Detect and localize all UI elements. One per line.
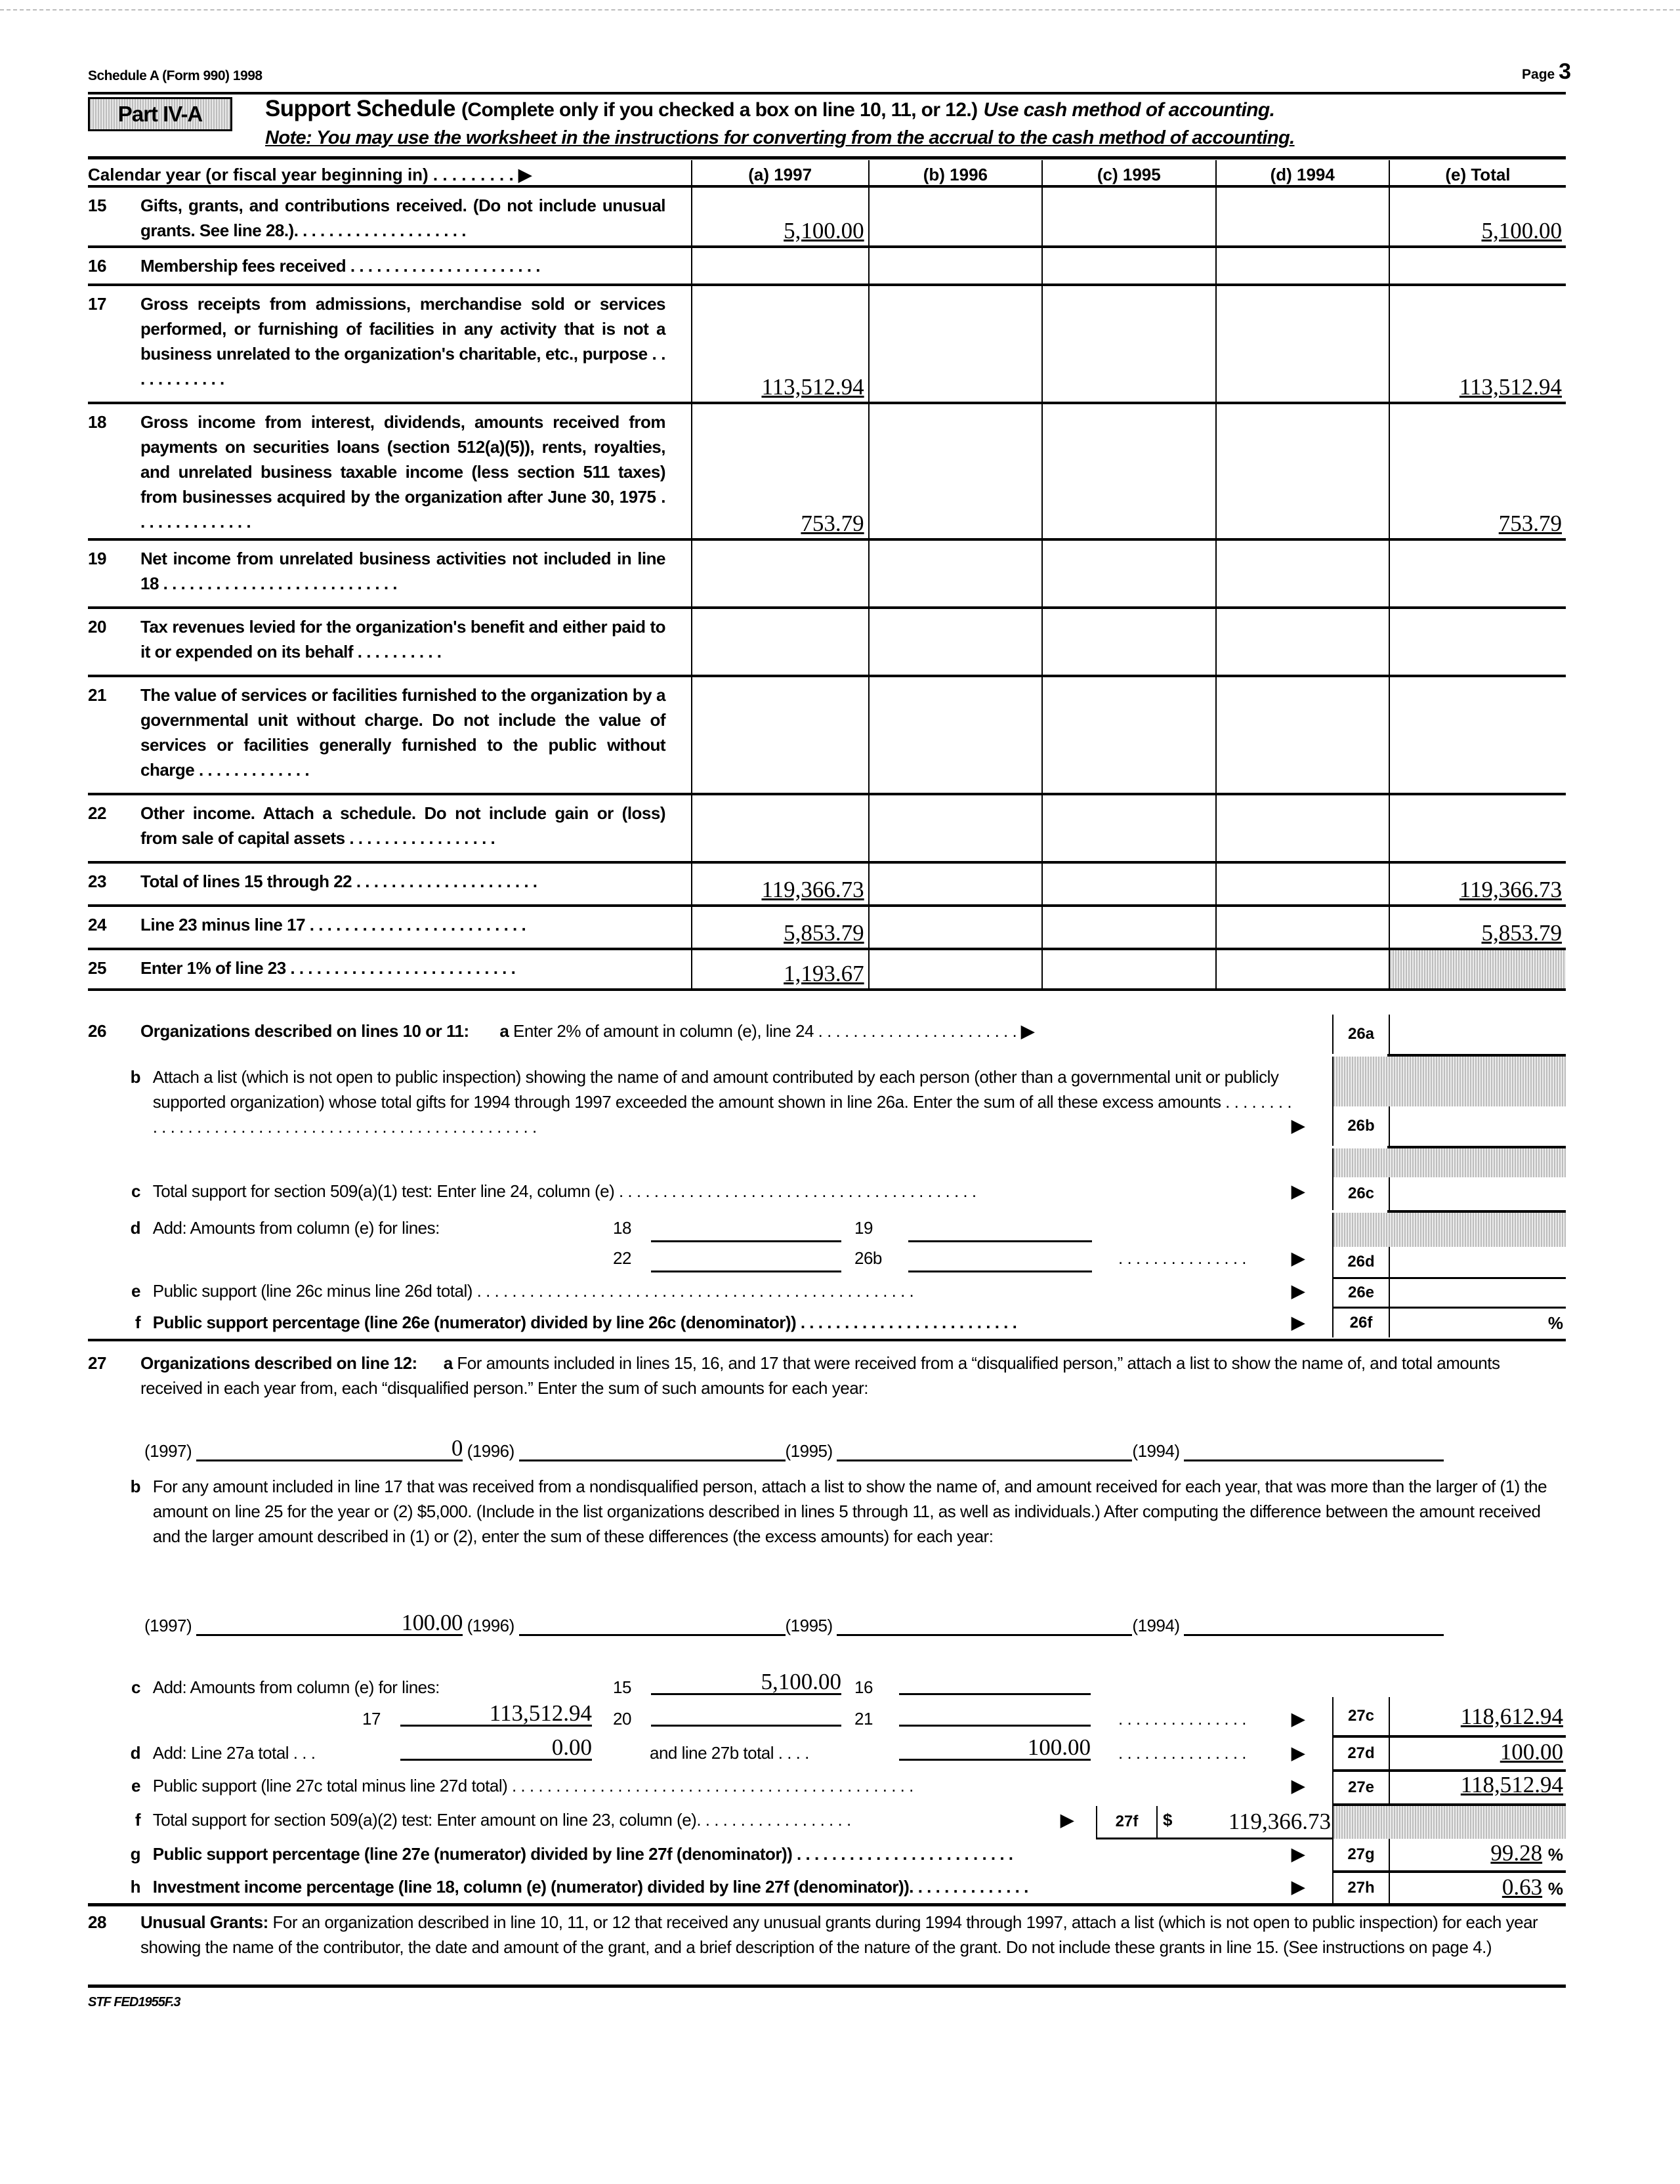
part-title: [265, 96, 1274, 122]
letter: f: [135, 1810, 140, 1830]
page-label: Page: [1522, 67, 1555, 82]
line-text: The value of services or facilities furnished to the organization by a governmental unit without charge. Do not include the value of services or facilities generally furnished to the public without charge . . . . . . . . . . . . .: [140, 685, 665, 780]
letter: a: [443, 1353, 453, 1373]
line-28-heading: Unusual Grants:: [140, 1912, 268, 1932]
row-desc: [88, 247, 692, 285]
cell-a[interactable]: 119,366.73: [692, 862, 869, 906]
line-ref-15: 15: [613, 1677, 631, 1697]
line-26e-text: Public support (line 26c minus line 26d total) . . . . . . . . . . . . . . . . . . . . . . . . . . . . . . . . . . . . . . . . . . . . . . . . . .: [152, 1281, 914, 1301]
table-row: [88, 403, 1566, 539]
percent-sign: %: [1547, 1879, 1563, 1899]
input-27b-1994[interactable]: [1184, 1612, 1444, 1636]
cell-a[interactable]: [692, 676, 869, 794]
line-number: 17: [88, 294, 106, 314]
rule: [88, 1339, 1566, 1341]
value-27f[interactable]: 119,366.73: [1228, 1809, 1331, 1834]
cell-a[interactable]: [692, 608, 869, 676]
input-27b-total[interactable]: 100.00: [899, 1736, 1091, 1761]
year-label: (1997): [144, 1441, 192, 1461]
line-ref: 19: [854, 1218, 873, 1238]
line-text: Membership fees received . . . . . . . . . . . . . . . . . . . . . .: [140, 256, 540, 276]
input-27c-16[interactable]: [899, 1671, 1091, 1695]
cell-a[interactable]: 5,853.79: [692, 906, 869, 949]
input-27c-17[interactable]: 113,512.94: [400, 1702, 592, 1727]
arrow-right-icon: ▶: [1292, 1743, 1305, 1763]
box-label-27d: 27d: [1332, 1738, 1390, 1769]
input-27a-1997[interactable]: 0: [196, 1437, 463, 1461]
line-text: Gross income from interest, dividends, amounts received from payments on securities loans (section 512(a)(5)), rents, royalties, and unrelated business taxable income (less section 511 taxes) from businesses acquired by the organization after June 30, 1975 . . . . . . . . . . . . . .: [140, 412, 665, 532]
col-header-e: (e) Total: [1389, 160, 1566, 186]
arrow-right-icon: ▶: [1292, 1776, 1305, 1796]
value-26c[interactable]: [1387, 1177, 1563, 1210]
shade-26b: [1332, 1057, 1390, 1106]
cell-e[interactable]: 5,100.00: [1389, 186, 1566, 247]
line-27d-text: Add: Line 27a total . . .: [152, 1743, 316, 1763]
line-26e: [88, 1281, 914, 1301]
line-number: 20: [88, 617, 106, 637]
line-28-text: For an organization described in line 10, 11, or 12 that received any unusual grants during 1994 through 1997, attach a list (which is not open to public inspection) for each year showing the name of the contributor, the date and amount of the grant, and a brief description of the nature of the grant. Do not include these grants in line 15. (See instructions on page 4.): [140, 1912, 1538, 1957]
line-text: Gifts, grants, and contributions received. (Do not include unusual grants. See line 28.). . . . . . . . . . . . . . . . . . . .: [140, 196, 665, 240]
letter: g: [130, 1844, 140, 1864]
arrow-right-icon: ▶: [1292, 1248, 1305, 1268]
line-number: 18: [88, 412, 106, 432]
line-26a-text: Enter 2% of amount in column (e), line 24 . . . . . . . . . . . . . . . . . . . . . . .: [513, 1021, 1017, 1041]
row-desc: [88, 186, 692, 247]
cell-b[interactable]: [869, 949, 1042, 990]
input-27b-1997[interactable]: 100.00: [196, 1612, 463, 1636]
cell-b[interactable]: [869, 676, 1042, 794]
value-27d[interactable]: [1387, 1739, 1563, 1768]
value-27d-text: 100.00: [1500, 1739, 1563, 1765]
shade-27f-value: [1389, 1806, 1566, 1839]
row-desc: [88, 608, 692, 676]
line-27e-text: Public support (line 27c total minus line 27d total) . . . . . . . . . . . . . . . . . . . . . . . . . . . . . . . . . . . . . . . . . . . . . .: [152, 1776, 914, 1796]
letter: h: [130, 1877, 140, 1897]
cell-e[interactable]: [1389, 676, 1566, 794]
line-ref-20: 20: [613, 1709, 631, 1729]
year-label: (1996): [467, 1441, 514, 1461]
line-ref-17: 17: [362, 1709, 381, 1729]
cell-a[interactable]: 5,100.00: [692, 186, 869, 247]
cell-e[interactable]: 119,366.73: [1389, 862, 1566, 906]
currency-sign: $: [1163, 1810, 1173, 1830]
line-ref: 26b: [854, 1248, 882, 1268]
value-27c-text: 118,612.94: [1460, 1704, 1563, 1729]
rule: [88, 92, 1566, 94]
cell-b[interactable]: [869, 862, 1042, 906]
table-row: [88, 285, 1566, 403]
box-label-26f: 26f: [1332, 1309, 1390, 1337]
line-number: 25: [88, 958, 106, 978]
box-label-26b: 26b: [1332, 1106, 1390, 1146]
cell-d[interactable]: [1216, 608, 1389, 676]
input-27a-1996[interactable]: [519, 1437, 786, 1461]
line-number: 22: [88, 803, 106, 823]
cell-b[interactable]: [869, 403, 1042, 539]
cell-d[interactable]: [1216, 906, 1389, 949]
arrow-right-icon: ▶: [1020, 1021, 1034, 1041]
line-number: 27: [88, 1353, 106, 1373]
shade-26c: [1332, 1148, 1390, 1177]
box-27f: [1096, 1806, 1334, 1839]
line-26d-item-19: [854, 1218, 873, 1238]
cell-b[interactable]: [869, 247, 1042, 285]
line-number: 23: [88, 872, 106, 891]
line-ref: 22: [613, 1248, 631, 1268]
line-27b-text: For any amount included in line 17 that was received from a nondisqualified person, attach a list to show the name of, and amount received for each year, that was more than the larger of (1) the amount on line 25 for the year or (2) $5,000. (Include in the list organizations described in lines 5 through 11, as well as individuals.) After computing the difference between the amount received and the larger amount described in (1) or (2), enter the sum of these differences (the excess amounts) for each year:: [152, 1477, 1547, 1546]
line-27h-text: Investment income percentage (line 18, column (e) (numerator) divided by line 27f (denominator)). . . . . . . . . . . . . .: [152, 1877, 1028, 1897]
table-row: [88, 539, 1566, 608]
line-27d: [88, 1743, 315, 1763]
box-label-27f: 27f: [1097, 1806, 1158, 1838]
box-label-26e: 26e: [1332, 1279, 1390, 1307]
shade-26b-value: [1389, 1057, 1566, 1106]
dots: . . . . . . . . . . . . . . .: [1118, 1709, 1246, 1729]
row-desc: [88, 676, 692, 794]
rule: [88, 1984, 1566, 1988]
arrow-right-icon: ▶: [1292, 1281, 1305, 1301]
dots: . . . . . . . . . . . . . . .: [1118, 1743, 1246, 1763]
line-27b-years: [144, 1612, 1444, 1636]
year-label: (1995): [785, 1441, 833, 1461]
line-ref-21: 21: [854, 1709, 873, 1729]
line-27f: [88, 1810, 851, 1830]
line-26a: [88, 1021, 1034, 1041]
letter: c: [131, 1677, 140, 1697]
cell-b[interactable]: [869, 608, 1042, 676]
page-number-value: 3: [1559, 59, 1571, 84]
cell-d[interactable]: [1216, 862, 1389, 906]
row-desc: [88, 285, 692, 403]
arrow-right-icon: ▶: [1292, 1116, 1305, 1135]
shade-26d-value: [1389, 1213, 1566, 1247]
table-row: [88, 906, 1566, 949]
line-text: Line 23 minus line 17 . . . . . . . . . . . . . . . . . . . . . . . . .: [140, 915, 526, 934]
table-row: [88, 676, 1566, 794]
cell-e[interactable]: 113,512.94: [1389, 285, 1566, 403]
value-27e-text: 118,512.94: [1460, 1772, 1563, 1797]
line-26-heading: Organizations described on lines 10 or 11:: [140, 1021, 469, 1041]
cell-d[interactable]: [1216, 247, 1389, 285]
shade-27f: [1332, 1806, 1390, 1839]
cell-d[interactable]: [1216, 949, 1389, 990]
line-text: Other income. Attach a schedule. Do not include gain or (loss) from sale of capital assets . . . . . . . . . . . . . . . . .: [140, 803, 665, 848]
line-26d-item-22: [613, 1248, 631, 1269]
cell-c[interactable]: [1042, 186, 1215, 247]
line-26d: [88, 1218, 440, 1238]
cell-c[interactable]: [1042, 676, 1215, 794]
cell-c[interactable]: [1042, 608, 1215, 676]
cell-d[interactable]: [1216, 539, 1389, 608]
calendar-year-label: Calendar year (or fiscal year beginning in) . . . . . . . . . ▶: [88, 165, 532, 184]
line-26f-text: Public support percentage (line 26e (numerator) divided by line 26c (denominator)) . . . . . . . . . . . . . . . . . . . . . . . . .: [152, 1312, 1017, 1332]
letter: d: [130, 1218, 140, 1238]
line-text: Gross receipts from admissions, merchandise sold or services performed, or furnishing of facilities in any activity that is not a business unrelated to the organization's charitable, etc., purpose . . . . . . . . . . . .: [140, 294, 665, 388]
line-26d-item-26b: [854, 1248, 882, 1269]
table-row: [88, 862, 1566, 906]
line-ref: 18: [613, 1218, 631, 1238]
line-27a-text: For amounts included in lines 15, 16, and 17 that were received from a “disqualified person,” attach a list to show the name of, and total amounts received in each year from, each “disqualified person.” Enter the sum of such amounts for each year:: [140, 1353, 1500, 1398]
cell-d[interactable]: [1216, 403, 1389, 539]
cell-c[interactable]: [1042, 794, 1215, 862]
value-27e[interactable]: [1387, 1772, 1563, 1801]
letter: d: [130, 1743, 140, 1763]
value-27g-text: 99.28: [1490, 1840, 1543, 1866]
line-text: Total of lines 15 through 22 . . . . . . . . . . . . . . . . . . . . .: [140, 872, 537, 891]
input-27b-1995[interactable]: [837, 1612, 1132, 1636]
letter: b: [130, 1067, 140, 1087]
line-27b: [88, 1474, 1566, 1549]
line-number: 21: [88, 685, 106, 705]
table-row: [88, 186, 1566, 247]
cell-e[interactable]: 5,853.79: [1389, 906, 1566, 949]
arrow-right-icon: ▶: [1292, 1181, 1305, 1201]
value-26d[interactable]: [1387, 1247, 1563, 1277]
line-27f-text: Total support for section 509(a)(2) test: Enter amount on line 23, column (e). . . . . . . . . . . . . . . . . .: [152, 1810, 851, 1830]
cell-a[interactable]: 753.79: [692, 403, 869, 539]
shade-26d: [1332, 1213, 1390, 1247]
table-row: [88, 247, 1566, 285]
line-number: 19: [88, 549, 106, 568]
year-label: (1994): [1132, 1616, 1180, 1635]
cell-c[interactable]: [1042, 285, 1215, 403]
cell-d[interactable]: [1216, 285, 1389, 403]
letter: f: [135, 1312, 140, 1332]
line-27-heading: Organizations described on line 12:: [140, 1353, 417, 1373]
cell-e[interactable]: [1389, 539, 1566, 608]
cell-c[interactable]: [1042, 862, 1215, 906]
cell-a[interactable]: [692, 539, 869, 608]
cell-b[interactable]: [869, 906, 1042, 949]
year-label: (1995): [785, 1616, 833, 1635]
line-27a: [88, 1351, 1566, 1400]
letter: e: [131, 1776, 140, 1796]
box-label-27h: 27h: [1332, 1873, 1390, 1903]
input-27c-15[interactable]: 5,100.00: [651, 1671, 841, 1695]
input-27c-20[interactable]: [651, 1702, 841, 1727]
col-header-b: (b) 1996: [869, 160, 1042, 186]
box-label-27e: 27e: [1332, 1772, 1390, 1803]
value-27g[interactable]: [1387, 1840, 1563, 1869]
box-label-26d: 26d: [1332, 1247, 1390, 1277]
input-26d-26b[interactable]: [908, 1248, 1092, 1272]
table-row: [88, 949, 1566, 990]
row-desc: [88, 539, 692, 608]
cell-c[interactable]: [1042, 906, 1215, 949]
cell-c[interactable]: [1042, 539, 1215, 608]
cell-c[interactable]: [1042, 949, 1215, 990]
part-note: [265, 127, 1295, 149]
rule: [88, 156, 1566, 159]
arrow-right-icon: ▶: [1292, 1709, 1305, 1729]
arrow-right-icon: ▶: [1292, 1877, 1305, 1897]
line-text: Net income from unrelated business activities not included in line 18 . . . . . . . . . . . . . . . . . . . . . . . . . . .: [140, 549, 665, 593]
line-27g: [88, 1844, 1013, 1864]
part-emphasis: Use cash method of accounting.: [983, 99, 1275, 121]
line-number: 26: [88, 1021, 106, 1041]
col-header-a: (a) 1997: [692, 160, 869, 186]
input-27c-21[interactable]: [899, 1702, 1091, 1727]
box-label-26a: 26a: [1332, 1015, 1390, 1054]
support-schedule-table: [88, 160, 1566, 991]
line-text: Tax revenues levied for the organization's benefit and either paid to it or expended on its behalf . . . . . . . . . .: [140, 617, 665, 662]
line-number: 28: [88, 1912, 106, 1932]
input-27a-1995[interactable]: [837, 1437, 1132, 1461]
row-desc: [88, 949, 692, 990]
value-27h[interactable]: [1387, 1874, 1563, 1903]
cell-e[interactable]: [1389, 247, 1566, 285]
line-number: 16: [88, 256, 106, 276]
letter: a: [499, 1021, 509, 1041]
line-text: Enter 1% of line 23 . . . . . . . . . . . . . . . . . . . . . . . . . .: [140, 958, 516, 978]
line-27c: [88, 1677, 440, 1698]
box-label-26c: 26c: [1332, 1177, 1390, 1210]
cell-c[interactable]: [1042, 403, 1215, 539]
cell-e[interactable]: [1389, 608, 1566, 676]
shade-26c-value: [1389, 1148, 1566, 1177]
part-label: Part IV-A: [88, 97, 232, 131]
value-27c[interactable]: [1387, 1704, 1563, 1734]
input-27b-1996[interactable]: [519, 1612, 786, 1636]
input-27a-total[interactable]: 0.00: [400, 1736, 592, 1761]
percent-sign: %: [1547, 1845, 1563, 1864]
line-26b-text: Attach a list (which is not open to public inspection) showing the name of and amount contributed by each person (other than a governmental unit or publicly supported organization) whose total gifts for 1994 through 1997 exceeded the amount shown in line 26a. Enter the sum of all these excess amounts . . . . . . . . . . . . . . . . . . . . . . . . . . . . . . . . . . . . . . . . . . . . . . . . . . . .: [152, 1067, 1292, 1137]
cell-b[interactable]: [869, 186, 1042, 247]
row-desc: [88, 794, 692, 862]
rule: [88, 1903, 1566, 1906]
letter: c: [131, 1181, 140, 1201]
cell-a[interactable]: [692, 247, 869, 285]
line-26f: [88, 1312, 1017, 1333]
form-title: Schedule A (Form 990) 1998: [88, 68, 262, 83]
line-number: 24: [88, 915, 106, 934]
arrow-right-icon: ▶: [1060, 1810, 1074, 1830]
value-26e[interactable]: [1387, 1279, 1563, 1307]
cell-e-shaded: [1389, 949, 1566, 990]
line-27c-text: Add: Amounts from column (e) for lines:: [152, 1677, 440, 1697]
line-26c-text: Total support for section 509(a)(1) test: Enter line 24, column (e) . . . . . . . . . . . . . . . . . . . . . . . . . . . . . . . . . . . . . . . . .: [152, 1181, 976, 1201]
col-header-d: (d) 1994: [1216, 160, 1389, 186]
row-desc: [88, 862, 692, 906]
part-subtitle: (Complete only if you checked a box on line 10, 11, or 12.): [461, 99, 978, 121]
arrow-right-icon: ▶: [1292, 1312, 1305, 1332]
scan-top-edge: [0, 9, 1680, 10]
percent-sign: %: [1547, 1313, 1563, 1333]
cell-b[interactable]: [869, 539, 1042, 608]
line-27a-years: [144, 1437, 1444, 1461]
input-27a-1994[interactable]: [1184, 1437, 1444, 1461]
cell-d[interactable]: [1216, 794, 1389, 862]
part-title-text: Support Schedule: [265, 96, 455, 121]
table-row: [88, 794, 1566, 862]
box-label-27c: 27c: [1332, 1697, 1390, 1735]
arrow-right-icon: ▶: [1292, 1844, 1305, 1864]
letter: e: [131, 1281, 140, 1301]
col-header-c: (c) 1995: [1042, 160, 1215, 186]
row-desc: [88, 403, 692, 539]
value-26a[interactable]: [1387, 1015, 1563, 1054]
line-28: [88, 1910, 1566, 1960]
part-note-text: Note: You may use the worksheet in the instructions for converting from the accrual to the cash method of accounting.: [265, 127, 1295, 148]
cell-b[interactable]: [869, 794, 1042, 862]
value-26f[interactable]: [1387, 1309, 1563, 1337]
table-header-row: [88, 160, 1566, 186]
row-desc: [88, 906, 692, 949]
input-26d-22[interactable]: [651, 1248, 841, 1272]
cell-e[interactable]: 753.79: [1389, 403, 1566, 539]
cell-d[interactable]: [1216, 186, 1389, 247]
cell-c[interactable]: [1042, 247, 1215, 285]
cell-a[interactable]: 1,193.67: [692, 949, 869, 990]
line-26b: [88, 1064, 1302, 1139]
year-label: (1996): [467, 1616, 514, 1635]
line-27e: [88, 1776, 914, 1796]
line-26d-item-18: [613, 1218, 631, 1238]
cell-a[interactable]: 113,512.94: [692, 285, 869, 403]
page-number: [1522, 59, 1571, 85]
cell-b[interactable]: [869, 285, 1042, 403]
line-27d-and: and line 27b total . . . .: [650, 1743, 809, 1763]
line-27h: [88, 1877, 1028, 1897]
value-27h-text: 0.63: [1502, 1874, 1543, 1900]
cell-e[interactable]: [1389, 794, 1566, 862]
value-26b[interactable]: [1387, 1106, 1563, 1146]
input-26d-19[interactable]: [908, 1218, 1092, 1242]
line-27g-text: Public support percentage (line 27e (numerator) divided by line 27f (denominator)) . . . . . . . . . . . . . . . . . . . . . . . . .: [152, 1844, 1013, 1864]
dots: . . . . . . . . . . . . . . .: [1118, 1248, 1246, 1268]
line-26d-text: Add: Amounts from column (e) for lines:: [152, 1218, 440, 1238]
year-label: (1994): [1132, 1441, 1180, 1461]
letter: b: [130, 1477, 140, 1496]
line-ref-16: 16: [854, 1677, 873, 1697]
line-26c: [88, 1181, 976, 1202]
footer-code: STF FED1955F.3: [88, 1995, 180, 2009]
line-number: 15: [88, 196, 106, 215]
input-26d-18[interactable]: [651, 1218, 841, 1242]
year-label: (1997): [144, 1616, 192, 1635]
cell-a[interactable]: [692, 794, 869, 862]
table-row: [88, 608, 1566, 676]
box-label-27g: 27g: [1332, 1839, 1390, 1870]
cell-d[interactable]: [1216, 676, 1389, 794]
